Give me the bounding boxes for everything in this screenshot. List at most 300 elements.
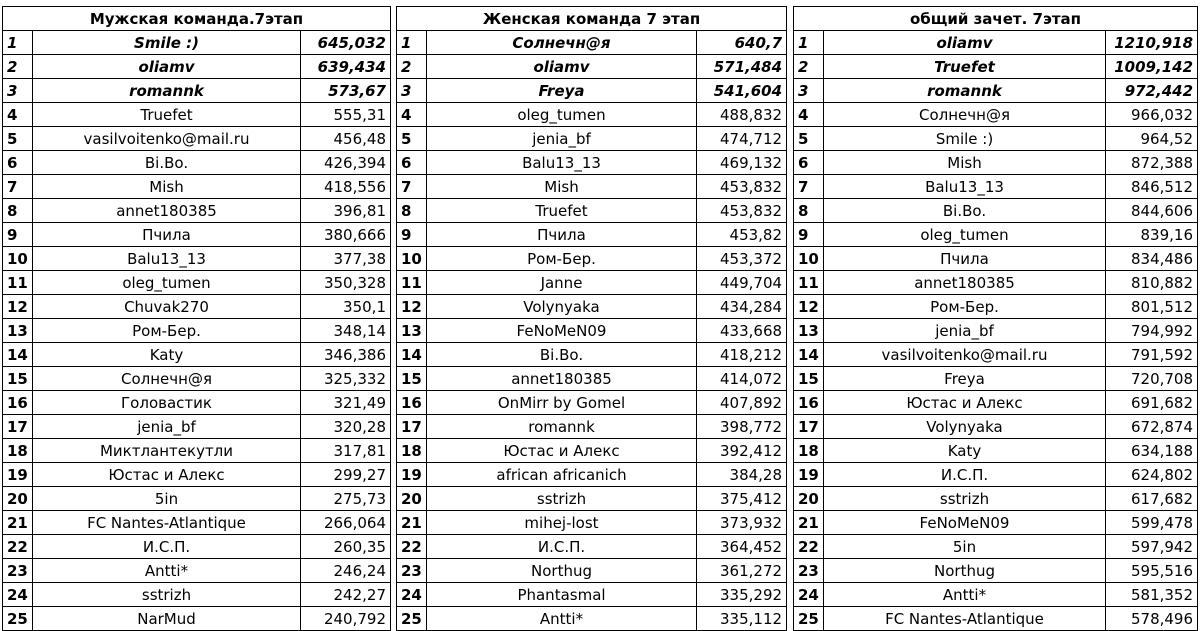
men-team-table [2,6,391,631]
score-cell: 573,67 [301,79,391,103]
score-cell: 384,28 [697,463,787,487]
table-row [397,247,787,271]
name-cell: 5in [33,487,301,511]
name-cell: Mish [427,175,697,199]
score-cell: 966,032 [1106,103,1198,127]
rank-cell: 15 [3,367,33,391]
rank-cell: 6 [3,151,33,175]
name-cell: NarMud [33,607,301,631]
name-cell: mihej-lost [427,511,697,535]
score-cell: 407,892 [697,391,787,415]
name-cell: Ром-Бер. [33,319,301,343]
table-row [794,319,1198,343]
table-row [3,343,391,367]
score-cell: 348,14 [301,319,391,343]
name-cell: jenia_bf [33,415,301,439]
name-cell: oleg_tumen [427,103,697,127]
table-row [3,391,391,415]
rank-cell: 24 [3,583,33,607]
table-row [397,391,787,415]
table-row [397,223,787,247]
name-cell: И.С.П. [824,463,1106,487]
name-cell: Bi.Bo. [427,343,697,367]
rank-cell: 10 [794,247,824,271]
score-cell: 426,394 [301,151,391,175]
score-cell: 639,434 [301,55,391,79]
rank-cell: 8 [397,199,427,223]
score-cell: 335,292 [697,583,787,607]
rank-cell: 19 [397,463,427,487]
name-cell: И.С.П. [427,535,697,559]
score-cell: 321,49 [301,391,391,415]
table-body [794,31,1198,631]
rank-cell: 1 [397,31,427,55]
score-cell: 240,792 [301,607,391,631]
rank-cell: 22 [3,535,33,559]
name-cell: oleg_tumen [824,223,1106,247]
score-cell: 571,484 [697,55,787,79]
score-cell: 317,81 [301,439,391,463]
table-header-row [794,7,1198,31]
name-cell: african africanich [427,463,697,487]
score-cell: 453,372 [697,247,787,271]
table-row [397,55,787,79]
rank-cell: 14 [3,343,33,367]
rank-cell: 14 [794,343,824,367]
score-cell: 555,31 [301,103,391,127]
score-cell: 373,932 [697,511,787,535]
table-row [794,415,1198,439]
score-cell: 418,212 [697,343,787,367]
score-cell: 474,712 [697,127,787,151]
rank-cell: 3 [3,79,33,103]
score-cell: 834,486 [1106,247,1198,271]
score-cell: 456,48 [301,127,391,151]
table-row [3,367,391,391]
name-cell: vasilvoitenko@mail.ru [33,127,301,151]
table-header-row [397,7,787,31]
table-row [3,583,391,607]
name-cell: Antti* [427,607,697,631]
name-cell: FC Nantes-Atlantique [33,511,301,535]
score-cell: 335,112 [697,607,787,631]
name-cell: romannk [824,79,1106,103]
name-cell: romannk [427,415,697,439]
table-row [397,175,787,199]
table-row [397,487,787,511]
rank-cell: 2 [794,55,824,79]
rank-cell: 5 [3,127,33,151]
score-cell: 634,188 [1106,439,1198,463]
name-cell: sstrizh [33,583,301,607]
table-row [794,391,1198,415]
score-cell: 453,82 [697,223,787,247]
table-row [3,511,391,535]
name-cell: Freya [427,79,697,103]
rank-cell: 14 [397,343,427,367]
name-cell: Smile :) [824,127,1106,151]
rank-cell: 2 [3,55,33,79]
score-cell: 488,832 [697,103,787,127]
table-row [794,343,1198,367]
name-cell: FC Nantes-Atlantique [824,607,1106,631]
score-cell: 453,832 [697,175,787,199]
name-cell: Volynyaka [824,415,1106,439]
score-cell: 624,802 [1106,463,1198,487]
rank-cell: 20 [794,487,824,511]
name-cell: Юстас и Алекс [33,463,301,487]
table-row [3,607,391,631]
table-row [794,463,1198,487]
score-cell: 414,072 [697,367,787,391]
rank-cell: 9 [794,223,824,247]
rank-cell: 12 [3,295,33,319]
table-row [397,127,787,151]
name-cell: oliamv [33,55,301,79]
name-cell: Balu13_13 [824,175,1106,199]
table-row [3,79,391,103]
table-title: общий зачет. 7этап [794,7,1198,31]
table-row [397,151,787,175]
name-cell: Юстас и Алекс [824,391,1106,415]
name-cell: OnMirr by Gomel [427,391,697,415]
rank-cell: 22 [397,535,427,559]
table-row [397,79,787,103]
name-cell: И.С.П. [33,535,301,559]
name-cell: oleg_tumen [33,271,301,295]
name-cell: sstrizh [427,487,697,511]
table-row [794,55,1198,79]
table-row [794,535,1198,559]
name-cell: Truefet [33,103,301,127]
rank-cell: 10 [397,247,427,271]
rank-cell: 17 [397,415,427,439]
name-cell: Freya [824,367,1106,391]
name-cell: Mish [824,151,1106,175]
table-row [794,295,1198,319]
table-row [3,439,391,463]
name-cell: vasilvoitenko@mail.ru [824,343,1106,367]
rank-cell: 11 [794,271,824,295]
table-row [794,31,1198,55]
score-cell: 672,874 [1106,415,1198,439]
rank-cell: 18 [794,439,824,463]
rank-cell: 4 [397,103,427,127]
name-cell: romannk [33,79,301,103]
table-row [397,31,787,55]
table-row [3,103,391,127]
table-row [3,559,391,583]
table-row [397,511,787,535]
score-cell: 350,1 [301,295,391,319]
score-cell: 299,27 [301,463,391,487]
rank-cell: 23 [794,559,824,583]
score-cell: 645,032 [301,31,391,55]
table-row [397,319,787,343]
table-row [3,151,391,175]
table-row [397,439,787,463]
table-row [794,271,1198,295]
table-row [794,583,1198,607]
rank-cell: 12 [794,295,824,319]
name-cell: Truefet [427,199,697,223]
table-row [794,367,1198,391]
table-row [3,319,391,343]
rank-cell: 17 [794,415,824,439]
table-row [3,127,391,151]
name-cell: annet180385 [427,367,697,391]
table-row [794,151,1198,175]
rank-cell: 6 [397,151,427,175]
name-cell: Balu13_13 [427,151,697,175]
table-row [794,79,1198,103]
rank-cell: 5 [397,127,427,151]
name-cell: Ром-Бер. [824,295,1106,319]
name-cell: Janne [427,271,697,295]
table-row [3,55,391,79]
rank-cell: 13 [794,319,824,343]
table-row [397,463,787,487]
name-cell: annet180385 [824,271,1106,295]
score-cell: 1009,142 [1106,55,1198,79]
name-cell: Mish [33,175,301,199]
name-cell: Солнечн@я [824,103,1106,127]
rank-cell: 21 [794,511,824,535]
rank-cell: 16 [3,391,33,415]
score-cell: 595,516 [1106,559,1198,583]
table-row [397,271,787,295]
rank-cell: 15 [397,367,427,391]
rank-cell: 19 [3,463,33,487]
table-row [3,247,391,271]
table-row [397,343,787,367]
rank-cell: 7 [794,175,824,199]
score-cell: 791,592 [1106,343,1198,367]
score-cell: 377,38 [301,247,391,271]
name-cell: Northug [427,559,697,583]
rank-cell: 10 [3,247,33,271]
table-row [397,535,787,559]
name-cell: Bi.Bo. [824,199,1106,223]
score-cell: 617,682 [1106,487,1198,511]
table-body [3,31,391,631]
score-cell: 801,512 [1106,295,1198,319]
name-cell: sstrizh [824,487,1106,511]
table-body [397,31,787,631]
rank-cell: 1 [794,31,824,55]
table-row [794,607,1198,631]
score-cell: 599,478 [1106,511,1198,535]
table-row [794,487,1198,511]
name-cell: Antti* [33,559,301,583]
rank-cell: 7 [3,175,33,199]
name-cell: Солнечн@я [33,367,301,391]
table-row [3,175,391,199]
table-row [397,583,787,607]
rank-cell: 25 [3,607,33,631]
rank-cell: 11 [3,271,33,295]
score-cell: 844,606 [1106,199,1198,223]
name-cell: Antti* [824,583,1106,607]
name-cell: Katy [824,439,1106,463]
name-cell: Phantasmal [427,583,697,607]
rank-cell: 6 [794,151,824,175]
score-cell: 1210,918 [1106,31,1198,55]
table-row [3,199,391,223]
score-cell: 453,832 [697,199,787,223]
table-row [397,367,787,391]
rank-cell: 12 [397,295,427,319]
rank-cell: 25 [397,607,427,631]
table-row [794,559,1198,583]
score-cell: 469,132 [697,151,787,175]
table-row [3,535,391,559]
rank-cell: 23 [3,559,33,583]
score-cell: 691,682 [1106,391,1198,415]
score-cell: 375,412 [697,487,787,511]
table-row [794,199,1198,223]
table-row [794,175,1198,199]
score-cell: 396,81 [301,199,391,223]
score-cell: 846,512 [1106,175,1198,199]
table-row [3,271,391,295]
rank-cell: 23 [397,559,427,583]
name-cell: Bi.Bo. [33,151,301,175]
score-cell: 346,386 [301,343,391,367]
name-cell: jenia_bf [427,127,697,151]
name-cell: Солнечн@я [427,31,697,55]
rank-cell: 13 [397,319,427,343]
overall-standings-table [793,6,1198,631]
rank-cell: 19 [794,463,824,487]
score-cell: 810,882 [1106,271,1198,295]
rank-cell: 7 [397,175,427,199]
table-title: Женская команда 7 этап [397,7,787,31]
score-cell: 260,35 [301,535,391,559]
rank-cell: 21 [397,511,427,535]
table-row [397,559,787,583]
table-row [397,103,787,127]
name-cell: FeNoMeN09 [427,319,697,343]
table-row [794,439,1198,463]
table-row [794,127,1198,151]
table-row [3,463,391,487]
rank-cell: 18 [3,439,33,463]
rank-cell: 4 [794,103,824,127]
score-cell: 640,7 [697,31,787,55]
name-cell: annet180385 [33,199,301,223]
table-row [794,511,1198,535]
name-cell: FeNoMeN09 [824,511,1106,535]
table-title: Мужская команда.7этап [3,7,391,31]
name-cell: Northug [824,559,1106,583]
name-cell: jenia_bf [824,319,1106,343]
rank-cell: 20 [397,487,427,511]
rank-cell: 22 [794,535,824,559]
table-row [397,415,787,439]
rank-cell: 11 [397,271,427,295]
name-cell: Truefet [824,55,1106,79]
rank-cell: 8 [794,199,824,223]
rank-cell: 24 [794,583,824,607]
name-cell: Пчила [824,247,1106,271]
score-cell: 449,704 [697,271,787,295]
name-cell: oliamv [824,31,1106,55]
name-cell: Головастик [33,391,301,415]
score-cell: 275,73 [301,487,391,511]
score-cell: 720,708 [1106,367,1198,391]
table-row [3,31,391,55]
table-row [794,247,1198,271]
name-cell: Smile :) [33,31,301,55]
table-header-row [3,7,391,31]
rank-cell: 25 [794,607,824,631]
score-cell: 361,272 [697,559,787,583]
name-cell: Ром-Бер. [427,247,697,271]
rank-cell: 18 [397,439,427,463]
score-cell: 839,16 [1106,223,1198,247]
women-team-table [396,6,787,631]
score-cell: 380,666 [301,223,391,247]
rank-cell: 17 [3,415,33,439]
score-cell: 581,352 [1106,583,1198,607]
name-cell: Юстас и Алекс [427,439,697,463]
score-cell: 398,772 [697,415,787,439]
score-cell: 350,328 [301,271,391,295]
table-row [3,415,391,439]
name-cell: Миктлантекутли [33,439,301,463]
table-row [794,223,1198,247]
score-cell: 242,27 [301,583,391,607]
rank-cell: 24 [397,583,427,607]
rank-cell: 21 [3,511,33,535]
score-cell: 392,412 [697,439,787,463]
name-cell: Chuvak270 [33,295,301,319]
score-cell: 320,28 [301,415,391,439]
rank-cell: 1 [3,31,33,55]
rank-cell: 3 [794,79,824,103]
name-cell: Пчила [427,223,697,247]
rank-cell: 5 [794,127,824,151]
score-cell: 434,284 [697,295,787,319]
table-row [794,103,1198,127]
rank-cell: 3 [397,79,427,103]
name-cell: oliamv [427,55,697,79]
rank-cell: 2 [397,55,427,79]
score-cell: 266,064 [301,511,391,535]
score-cell: 433,668 [697,319,787,343]
name-cell: 5in [824,535,1106,559]
name-cell: Balu13_13 [33,247,301,271]
score-cell: 541,604 [697,79,787,103]
name-cell: Volynyaka [427,295,697,319]
score-cell: 325,332 [301,367,391,391]
score-cell: 964,52 [1106,127,1198,151]
table-row [3,487,391,511]
table-row [397,199,787,223]
score-cell: 872,388 [1106,151,1198,175]
table-row [3,223,391,247]
name-cell: Пчила [33,223,301,247]
score-cell: 418,556 [301,175,391,199]
rank-cell: 8 [3,199,33,223]
rank-cell: 9 [397,223,427,247]
rank-cell: 9 [3,223,33,247]
score-cell: 972,442 [1106,79,1198,103]
name-cell: Katy [33,343,301,367]
score-cell: 794,992 [1106,319,1198,343]
table-row [397,295,787,319]
